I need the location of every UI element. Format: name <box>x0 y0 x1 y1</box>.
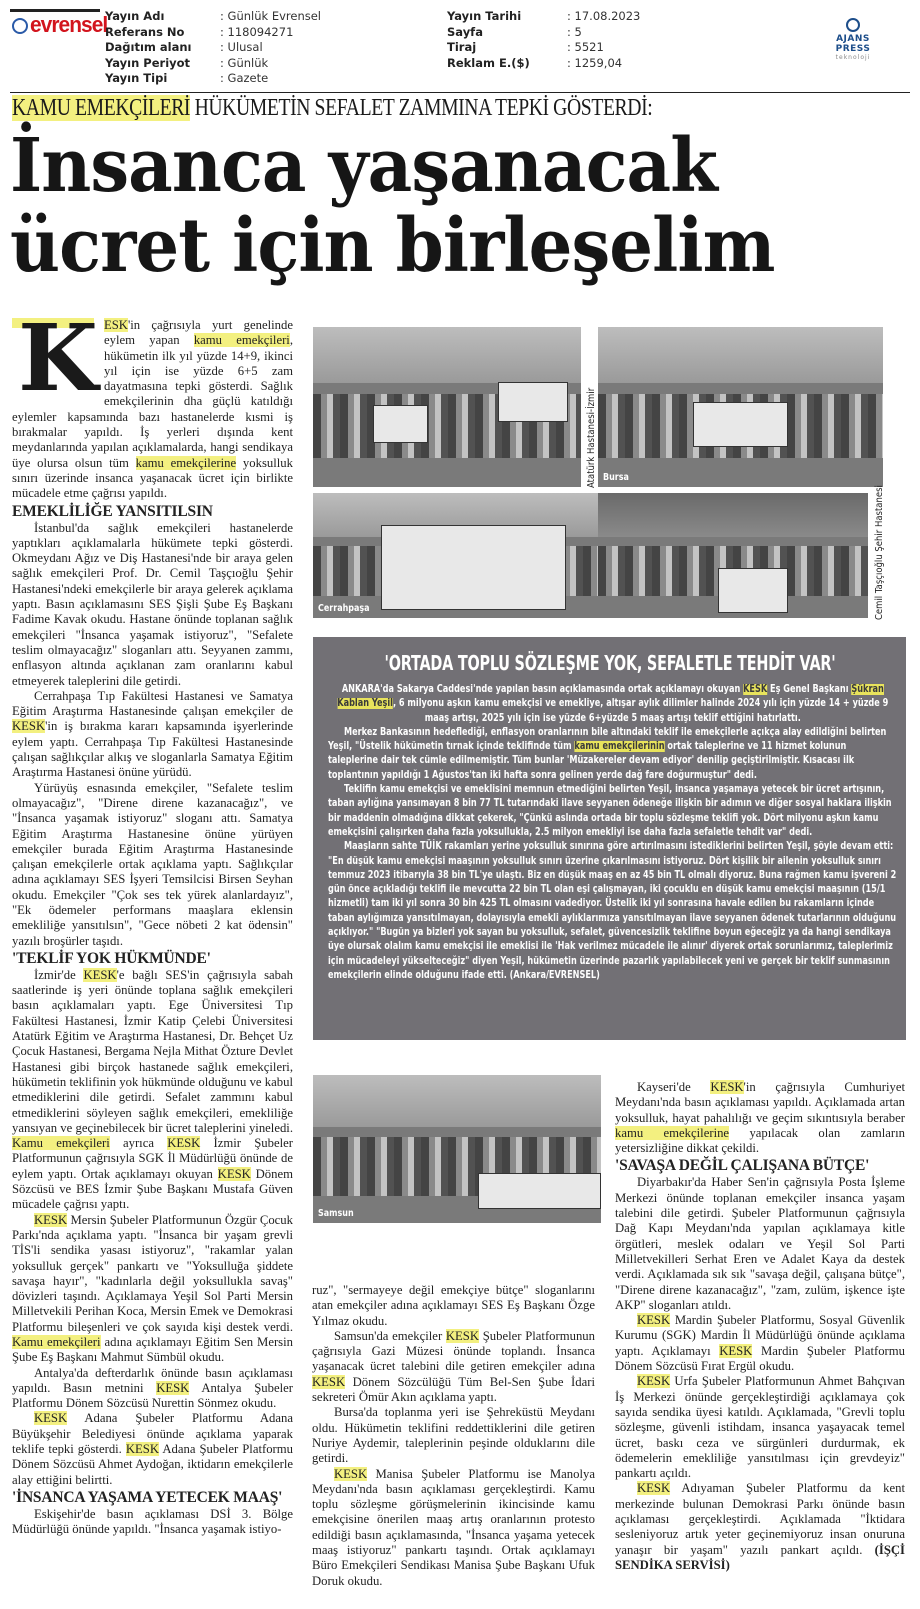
paragraph: Samsun'da emekçiler KESK Şubeler Platformunun çağrısıyla Gazi Müzesi önünde toplandı. İnsanca yaşanacak ücret talebini dile getiren emekçiler adına KESK Dönem Sözcülüğü Tüm Bel-Sen Şube İdari sekreteri Ömür Akın açıklama yaptı. <box>312 1328 595 1405</box>
meta-left <box>105 9 321 87</box>
box-title: 'ORTADA TOPLU SÖZLEŞME YOK, SEFALETLE TEHDİT VAR' <box>384 651 836 675</box>
photo-samsun: Samsun <box>313 1075 601 1223</box>
paragraph: KESK Mersin Şubeler Platformunun Özgür Çocuk Parkı'nda açıklama yaptı. "İnsanca bir yaşam grevli TİS'li sendika yasası istiyoruz", "rakamlar yalan yoksulluk gerçek" pankartı ve "Yoksulluğa şiddete savaşa hayır", "kadınlarla değil yoksullukla savaş" dövizleri taşındı. Açıklamaya Yeşil Sol Parti Mersin Milletvekili Perihan Koca, Mersin Emek ve Demokrasi Platformu bileşenleri ve çok sayıda kişi destek verdi. Kamu emekçileri adına açıklamayı Eğitim Sen Mersin Şube Eş Başkanı Mahmut Sümbül okudu. <box>12 1212 293 1365</box>
article-column-2 <box>312 1283 595 1589</box>
meta-right <box>447 9 640 71</box>
meta-row: Yayın Adı : Günlük Evrensel <box>105 9 321 23</box>
protest-banner <box>718 568 788 613</box>
paragraph: İstanbul'da sağlık emekçileri hastanelerde yaptıkları açıklamalarla hükümete tepki gösterdi. Okmeydanı Ağız ve Diş Hastanesi'nde bir araya gelen sağlık emekçileri Prof. Dr. Cemil Taşçıoğlu Şehir Hastanesi'ndeki emekçilerle bir araya gelerek açıklama yaptı. Basın açıklamasını SES Şişli Şube Eş Başkanı Fadime Kavak okudu. Hastane önünde toplanan sağlık emekçileri "İnsanca yaşamak istiyoruz", "Sefalete teslim olmayacağız" sloganları attı. Seyyanen zammı, enflasyon altında açıklanan zam oranlarını kabul etmeyerek taleplerini dile getirdi. <box>12 520 293 688</box>
intro-paragraph: KESK'in çağrısıyla yurt genelinde eylem yapan kamu emekçileri, hükümetin ilk yıl yüzde 14+9, ikinci yıl için ise yüzde 6+5 zam dayatmasına tepki gösterdi. Sağlık emekçilerinin dha güçlü katıldığı eylemler kapsamında bazı hastanelerde kısmi iş bırakmalar yapıldı. İş yerleri dışında kent meydanlarında yapılan açıklamalarda, hangi sendikaya üye olursa olsun tüm kamu emekçilerine yoksulluk sınırı üzerinde insanca yaşanacak ücret için birlikte mücadele etme çağrısı yapıldı. <box>12 304 294 501</box>
paragraph: Yürüyüş esnasında emekçiler, "Sefalete teslim olmayacağız", "Direne direne kazanacağız", ve "İnsanca yaşamak istiyoruz" sloganı attı. Samatya Eğitim Araştırma Hastanesine önüne yürüyen emekçiler burada Eğitim Araştırma Hastanesinde çalışan emekçilerle ortak açıklama yaptı. Sağlıkçılar adına açıklamayı SES İşyeri Temsilcisi Birsen Seyhan okudu. Emekçiler "Çok ses tek yürek alanlardayız", "Ek ödemeler performans maaşlara eklensin emekliliğe yansıtılsın", "Gece nöbeti 2 kat ödensin" yazılı broşürler taşıdı. <box>12 780 293 948</box>
meta-row: Yayın Tipi : Gazete <box>105 71 269 85</box>
meta-row: Sayfa : 5 <box>447 24 582 39</box>
evrensel-logo: evrensel <box>10 9 100 39</box>
protest-banner <box>381 525 566 610</box>
paragraph: Teklifin kamu emekçisi ve emeklisini memnun etmediğini belirten Yeşil, insanca yaşamaya yetecek bir ücret artışının, taban aylığına yansımayan 8 bin 77 TL tutarındaki ilave seyyanen ödeneğe ilişkin bir adımın ve diğer sosyal haklara ilişkin bir maddenin olmadığına dikkat çekerek, "Çünkü aslında ortada bir toplu sözleşme teklifi yok. Dört milyonu aşkın kamu emekçisini çalışırken daha fazla yoksullukla, 2.5 milyon emekliyi ise daha fazla sefaletle tehdit var" dedi. <box>328 784 892 838</box>
photo-caption-izmir: Atatürk Hastanesi-İzmir <box>586 387 597 488</box>
protest-sign <box>498 382 568 422</box>
photo-sehir-hastanesi <box>598 493 868 618</box>
credit-line: (İŞÇİ SENDİKA SERVİSİ) <box>615 1542 905 1572</box>
sidebar-box-ankara <box>313 637 906 1040</box>
photo-caption-sehir-hastanesi: Cemil Taşçıoğlu Şehir Hastanesi <box>874 485 885 620</box>
paragraph: Bursa'da toplanma yeri ise Şehreküstü Meydanı oldu. Hükümetin teklifini reddettiklerini dile getiren Nuriye Aydemir, taleplerinin peşinde olduklarını dile getirdi. <box>312 1405 595 1466</box>
article-column-3 <box>615 1080 905 1573</box>
kesk-banner <box>478 1173 601 1209</box>
paragraph: KESK Manisa Şubeler Platformu ise Manolya Meydanı'nda basın açıklaması gerçekleştirdi. Kamu toplu sözleşme görüşmelerinin ikincisinde kamu emekçisine önerilen maaş artış oranlarının protesto edildiği basın açıklamasında, "İnsanca yaşama yetecek maaş istiyoruz" pankartı taşındı. Ortak açıklamayı Büro Emekçileri Sendikası Manisa Şube Başkanı Ufuk Doruk okudu. <box>312 1466 595 1588</box>
paragraph: Cerrahpaşa Tıp Fakültesi Hastanesi ve Samatya Eğitim Araştırma Hastanesinde çalışan emekçiler de KESK'in iş bırakma kararı kapsamında işyerlerinde eylem yaptı. Cerrahpaşa Tıp Fakültesi Hastanesinde çalışan sağlıkçılar alkış ve sloganlarla Samatya Eğitim Araştırma Hastanesi önüne yürüdü. <box>12 688 293 780</box>
paragraph: Maaşların sahte TÜİK rakamları yerine yoksulluk sınırına göre artırılmasını istediklerini belirten Yeşil, şöyle devam etti: "En düşük kamu emekçisi maaşının yoksulluk sınırı üzerine çıkarılmasını istiyoruz. Dört kişilik bir ailenin yoksulluk sınırı temmuz 2023 itibarıyla 38 bin TL'ye ulaştı. Biz en düşük maaş en az 45 bin TL olmalı diyoruz. Buna rağmen kamu işvereni 2 gün önce açıkladığı teklifi ile mevcutta 22 bin TL olan eşi çalışmayan, iki çocuklu en düşük kamu emekçisi maaşının (15/1 hizmetli) tam iki yıl sonra 30 bin 425 TL olmasını vadediyor. Üstelik iki yıl sonrasına havale edilen bu rakamların içinde taban aylığımıza yansıtılmayan, dolayısıyla emekli aylıklarımıza yansıtılmayan ilave seyyanen ödenek tutarlarının olduğunu açıklıyor." "Bugün ya bizleri yok sayan bu yoksulluk, sefalet, güvencesizlik teklifine boyun eğeceğiz ya da hangi sendikaya üye olursak olalım kamu emekçisi ile emeklisi ile 'Hak verilmez mücadele ile alınır' diyerek ortak sorunlarımız, taleplerimiz için mücadeleyi yükselteceğiz" diyen Yeşil, hükümetin üzerinde pazarlık yapılabilecek yeni ve gerçek bir teklif sunmasının emekçilerin elinde olduğunu ifade etti. (Ankara/EVRENSEL) <box>328 841 897 981</box>
top-divider <box>10 92 910 93</box>
meta-row: Dağıtım alanı : Ulusal <box>105 40 263 54</box>
photo-cerrahpasa: Cerrahpaşa <box>313 493 598 618</box>
paragraph: Antalya'da defterdarlık önünde basın açıklaması yapıldı. Basın metnini KESK Antalya Şubeler Platformu Dönem Sözcüsü Nurettin Sönmez okudu. <box>12 1365 294 1411</box>
meta-row: Yayın Tarihi : 17.08.2023 <box>447 9 641 23</box>
photo-izmir <box>313 327 581 487</box>
paragraph: ruz", "sermayeye değil emekçiye bütçe" sloganlarını atan emekçiler adına açıklamayı SES Eş Başkanı Özge Yılmaz okudu. <box>312 1283 595 1328</box>
clipping-header <box>0 0 920 88</box>
subheading: 'TEKLİF YOK HÜKMÜNDE' <box>12 949 211 967</box>
article-column-1 <box>12 304 294 1538</box>
box-body <box>328 683 898 983</box>
protest-sign <box>373 405 428 443</box>
globe-icon <box>12 18 28 34</box>
meta-row: Reklam E.($) : 1259,04 <box>447 55 623 70</box>
ajans-press-logo: AJANS PRESS teknoloji <box>818 18 888 61</box>
paragraph: Eskişehir'de basın açıklaması DSİ 3. Bölge Müdürlüğü önünde yapıldı. "İnsanca yaşamak istiyo- <box>12 1506 293 1537</box>
meta-row: Referans No : 118094271 <box>105 24 294 39</box>
subheading: 'SAVAŞA DEĞİL ÇALIŞANA BÜTÇE' <box>615 1157 870 1175</box>
photo-bursa: Bursa <box>598 327 883 487</box>
paragraph: Kayseri'de KESK'in çağrısıyla Cumhuriyet Meydanı'nda basın açıklaması yapıldı. Açıklamada artan yoksulluk, hayat pahalılığı ve geçim sıkıntısıyla beraber kamu emekçilerine yapılacak olan zamların yetersizliğine dikkat çekildi. <box>615 1080 905 1156</box>
paragraph: Diyarbakır'da Haber Sen'in çağrısıyla Posta İşleme Merkezi önünde toplanan emekçiler insanca yaşam talebini dile getirdi. Şubeler Platformunun çağrısıyla Dağ Kapı Meydanı'nda yapılan açıklamaya kitle örgütleri, meslek odaları ve Yeşil Sol Parti Milletvekilleri Serhat Eren ve Adalet Kaya da destek verdi. Açıklamada sık sık "savaşa değil, çalışana bütçe", "Direne direne kazanacağız", "zam, zulüm, işkence işte AKP" sloganları atıldı. <box>615 1175 905 1312</box>
compass-icon <box>846 18 860 32</box>
paragraph: KESK Adana Şubeler Platformu Adana Büyükşehir Belediyesi önünde açıklama yaparak teklife tepki gösterdi. KESK Adana Şubeler Platformu Dönem Sözcüsü Ahmet Aydoğan, iktidarın emekçilerle alay ettiğini belirtti. <box>12 1411 293 1487</box>
paragraph: Merkez Bankasının hedeflediği, enflasyon oranlarının bile altındaki teklif ile emekçilerle açıkça alay edildiğini belirten Yeşil, "Üstelik hükümetin tırnak içinde teklifinde tüm kamu emekçilerinin ortak taleplerine ve 11 hizmet kolunun taleplerine dair tek cümle edilmemiştir. Tüm bunlar 'Müzakereler devam ediyor' denilip geçiştirilmiştir. Kısacası ilk toplantının yapıldığı 1 Ağustos'tan iki hafta sonra gelinen yerde dağ fare doğurmuştur" dedi. <box>328 726 887 781</box>
headline: İnsanca yaşanacak ücret için birleşelim <box>10 123 775 289</box>
paragraph: KESK Urfa Şubeler Platformunun Ahmet Bahçıvan İş Merkezi önünde gerçekleştirdiği açıklamaya çok sayıda sendika üyesi katıldı. Açıklamada, "Grevli toplu sözleşme, güvenli istihdam, insanca yaşayacak temel ücret, baskı ceza ve sürgünleri durdurmak, ek ödemelerin emekliliğe yansıtılması için grevdeyiz" pankartı açıldı. <box>615 1374 905 1481</box>
subheading: 'İNSANCA YAŞAMA YETECEK MAAŞ' <box>12 1488 283 1506</box>
paragraph: İzmir'de KESK'e bağlı SES'in çağrısıyla sabah saatlerinde iş yeri önünde toplana sağlık emekçileri basın açıklamaları yaptı. Ege Üniversitesi Tıp Fakültesi Hastanesi, İzmir Katip Çelebi Üniversitesi Atatürk Eğitim ve Araştırma Hastanesi, Dr. Behçet Uz Çocuk Hastanesi, Bergama Nejla Mithat Özture Devlet Hastanesi gibi birçok hastanede sağlık emekçileri, hükümetin teklifinin yok hükmünde olduğunu ve kabul etmediklerini dile getirdi. Sefalet zammını kabul etmediklerini söyleyen sağlık emekçileri, emekliliğe yansıyan ve geçinebilecek bir ücret taleplerini yineledi. Kamu emekçileri ayrıca KESK İzmir Şubeler Platformunun çağrısıyla SGK İl Müdürlüğü önünde de eylem yaptı. Ortak açıklamayı okuyan KESK Dönem Sözcüsü ve BES İzmir Şube Başkanı Mustafa Güven mücadele çağrısı yaptı. <box>12 967 293 1212</box>
protest-banner <box>693 402 788 447</box>
kicker: KAMU EMEKÇİLERİ HÜKÜMETİN SEFALET ZAMMINA TEPKİ GÖSTERDİ: <box>12 95 653 121</box>
meta-row: Yayın Periyot : Günlük <box>105 55 269 70</box>
paragraph: KESK Mardin Şubeler Platformu, Sosyal Güvenlik Kurumu (SGK) Mardin İl Müdürlüğü önünde açıklama yaptı. Açıklamayı KESK Mardin Şubeler Platformu Dönem Sözcüsü Fırat Ergül okudu. <box>615 1313 905 1374</box>
paragraph: ANKARA'da Sakarya Caddesi'nde yapılan basın açıklamasında ortak açıklamayı okuyan KESK Eş Genel Başkanı Şükran Kablan Yeşil, 6 milyonu aşkın kamu emekçisi ve emekliye, altışar aylık dilimler halinde 2024 yılı için yüzde 14 + yüzde 9 maaş artışı, 2025 yılı için ise yüzde 6+yüzde 5 maaş artışı teklif ettiğini hatırlattı. <box>337 684 889 724</box>
subheading: EMEKLİLİĞE YANSITILSIN <box>12 502 213 520</box>
meta-row: Tiraj : 5521 <box>447 40 604 54</box>
paragraph: KESK Adıyaman Şubeler Platformu da kent merkezinde bulunan Demokrasi Parkı önünde basın açıklaması gerçekleştirdi. Açıklamada "İktidara sesleniyoruz artık yeter geçinemiyoruz insan onuruna yanaşır bir yaşam" yazılı pankart açıldı. (İŞÇİ SENDİKA SERVİSİ) <box>615 1481 905 1572</box>
